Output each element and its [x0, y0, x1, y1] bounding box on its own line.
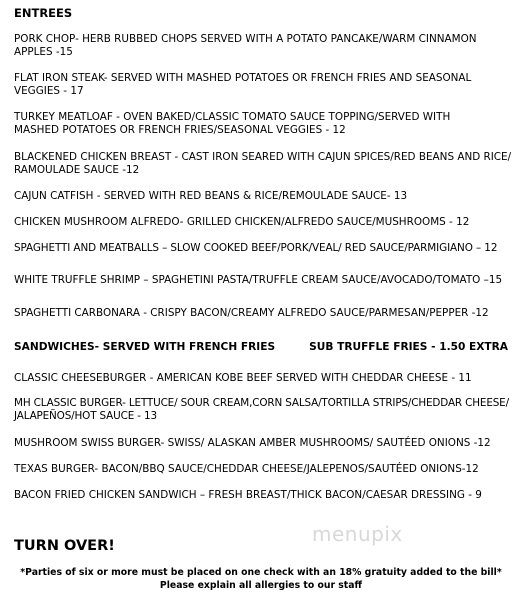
- allergy-note: Please explain all allergies to our staff: [159, 580, 363, 591]
- entrees-heading: ENTREES: [14, 6, 73, 20]
- menu-item-flat-iron-steak: FLAT IRON STEAK- SERVED WITH MASHED POTATOES OR FRENCH FRIES AND SEASONAL VEGGIES - 17: [14, 72, 472, 97]
- menupix-watermark: menupix: [312, 522, 403, 546]
- menu-item-spaghetti-carbonara: SPAGHETTI CARBONARA - CRISPY BACON/CREAMY ALFREDO SAUCE/PARMESAN/PEPPER -12: [14, 307, 489, 319]
- menu-item-texas-burger: TEXAS BURGER- BACON/BBQ SAUCE/CHEDDAR CHEESE/JALEPENOS/SAUTÉED ONIONS-12: [14, 463, 479, 475]
- menu-item-chicken-mushroom-alfredo: CHICKEN MUSHROOM ALFREDO- GRILLED CHICKEN/ALFREDO SAUCE/MUSHROOMS - 12: [14, 216, 470, 228]
- menu-item-turkey-meatloaf: TURKEY MEATLOAF - OVEN BAKED/CLASSIC TOMATO SAUCE TOPPING/SERVED WITH MASHED POTATOES OR FRENCH FRIES/SEASONAL VEGGIES - 12: [14, 111, 451, 136]
- turn-over-note: TURN OVER!: [14, 538, 115, 554]
- truffle-fries-upcharge: SUB TRUFFLE FRIES - 1.50 EXTRA: [309, 341, 509, 353]
- menu-item-mh-classic-burger: MH CLASSIC BURGER- LETTUCE/ SOUR CREAM,CORN SALSA/TORTILLA STRIPS/CHEDDAR CHEESE/ JALAPEÑOS/HOT SAUCE - 13: [14, 397, 509, 422]
- menu-item-white-truffle-shrimp: WHITE TRUFFLE SHRIMP – SPAGHETINI PASTA/TRUFFLE CREAM SAUCE/AVOCADO/TOMATO –15: [14, 274, 503, 286]
- menu-item-pork-chop: PORK CHOP- HERB RUBBED CHOPS SERVED WITH A POTATO PANCAKE/WARM CINNAMON APPLES -15: [14, 33, 477, 58]
- menu-item-blackened-chicken: BLACKENED CHICKEN BREAST - CAST IRON SEARED WITH CAJUN SPICES/RED BEANS AND RICE/ RAMOULADE SAUCE -12: [14, 151, 512, 176]
- menu-item-classic-cheeseburger: CLASSIC CHEESEBURGER - AMERICAN KOBE BEEF SERVED WITH CHEDDAR CHEESE - 11: [14, 372, 472, 384]
- gratuity-note: *Parties of six or more must be placed on one check with an 18% gratuity added to the bill*: [20, 567, 502, 578]
- menu-item-cajun-catfish: CAJUN CATFISH - SERVED WITH RED BEANS & RICE/REMOULADE SAUCE- 13: [14, 190, 408, 202]
- sandwiches-heading: SANDWICHES- SERVED WITH FRENCH FRIES: [14, 341, 276, 353]
- menu-item-spaghetti-meatballs: SPAGHETTI AND MEATBALLS – SLOW COOKED BEEF/PORK/VEAL/ RED SAUCE/PARMIGIANO – 12: [14, 242, 498, 254]
- sandwiches-header-row: [14, 340, 519, 354]
- menu-item-mushroom-swiss-burger: MUSHROOM SWISS BURGER- SWISS/ ALASKAN AMBER MUSHROOMS/ SAUTÉED ONIONS -12: [14, 437, 491, 449]
- menu-item-bacon-fried-chicken-sandwich: BACON FRIED CHICKEN SANDWICH – FRESH BREAST/THICK BACON/CAESAR DRESSING - 9: [14, 489, 482, 501]
